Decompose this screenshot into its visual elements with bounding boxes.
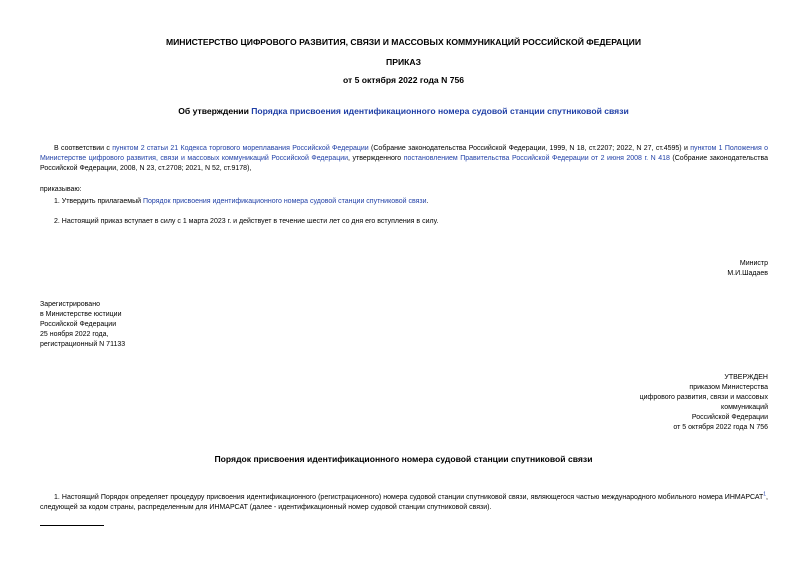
- preamble-link-code[interactable]: пунктом 2 статьи 21 Кодекса торгового мореплавания Российской Федерации: [112, 145, 369, 152]
- preamble-paragraph: [40, 144, 768, 174]
- preamble-link-regulation[interactable]: пунктом 1 Положения о Министерстве цифрового развития, связи и массовых коммуникаций Российской Федерации: [40, 145, 768, 162]
- footnote-separator: [40, 525, 104, 526]
- registration-line-2: в Министерстве юстиции: [40, 311, 122, 318]
- registration-line-5: регистрационный N 71133: [40, 341, 126, 348]
- approval-line-4: коммуникаций: [721, 404, 768, 411]
- procedure-p1-text: 1. Настоящий Порядок определяет процедуру присвоения идентификационного (регистрационного) номера судовой станции спутниковой связи, являющегося частью международного мобильного номера ИНМАРСАТ: [54, 494, 764, 501]
- document-type: ПРИКАЗ: [386, 57, 421, 67]
- order-item-1: [54, 197, 768, 207]
- registration-line-3: Российской Федерации: [40, 321, 117, 328]
- approval-line-6: от 5 октября 2022 года N 756: [673, 424, 768, 431]
- preamble-text-1: В соответствии с: [54, 145, 113, 152]
- footnote-ref-link[interactable]: 1: [763, 491, 767, 498]
- approval-line-1: УТВЕРЖДЕН: [724, 374, 768, 381]
- title-prefix: Об утверждении: [178, 106, 252, 116]
- title-link[interactable]: Порядка присвоения идентификационного номера судовой станции спутниковой связи: [251, 106, 629, 116]
- document-date: от 5 октября 2022 года N 756: [342, 75, 465, 85]
- preamble-text-2: (Собрание законодательства Российской Федерации, 1999, N 18, ст.2207; 2022, N 27, ст.4595) и: [368, 145, 691, 152]
- procedure-paragraph-1: [40, 493, 768, 513]
- ministry-heading: МИНИСТЕРСТВО ЦИФРОВОГО РАЗВИТИЯ, СВЯЗИ И МАССОВЫХ КОММУНИКАЦИЙ РОССИЙСКОЙ ФЕДЕРАЦИИ: [165, 37, 642, 47]
- order-item-2: 2. Настоящий приказ вступает в силу с 1 марта 2023 г. и действует в течение шести лет со дня его вступления в силу.: [54, 218, 439, 225]
- preamble-text-3: , утвержденного: [348, 155, 404, 162]
- procedure-p1-end: , следующей за кодом страны, распределенным для ИНМАРСАТ (далее - идентификационный номер судовой станции спутниковой связи).: [40, 494, 768, 511]
- approval-line-2: приказом Министерства: [689, 384, 768, 391]
- signature-name: М.И.Шадаев: [727, 270, 768, 277]
- order-word: приказываю:: [40, 186, 82, 193]
- preamble-link-decree[interactable]: постановлением Правительства Российской Федерации от 2 июня 2008 г. N 418: [403, 155, 670, 162]
- item-1-link[interactable]: Порядок присвоения идентификационного номера судовой станции спутниковой связи: [142, 198, 427, 205]
- signature-position: Министр: [739, 260, 768, 267]
- registration-line-4: 25 ноября 2022 года,: [40, 331, 109, 338]
- preamble-text-4: (Собрание законодательства Российской Федерации, 2008, N 23, ст.2708; 2021, N 52, ст.9178),: [40, 155, 768, 172]
- item-1-text: 1. Утвердить прилагаемый: [54, 198, 143, 205]
- approval-line-5: Российской Федерации: [691, 414, 768, 421]
- item-1-end: .: [426, 198, 429, 205]
- procedure-title: Порядок присвоения идентификационного номера судовой станции спутниковой связи: [214, 454, 593, 464]
- approval-line-3: цифрового развития, связи и массовых: [639, 394, 768, 401]
- registration-line-1: Зарегистрировано: [40, 301, 100, 308]
- document-title: [0, 106, 807, 116]
